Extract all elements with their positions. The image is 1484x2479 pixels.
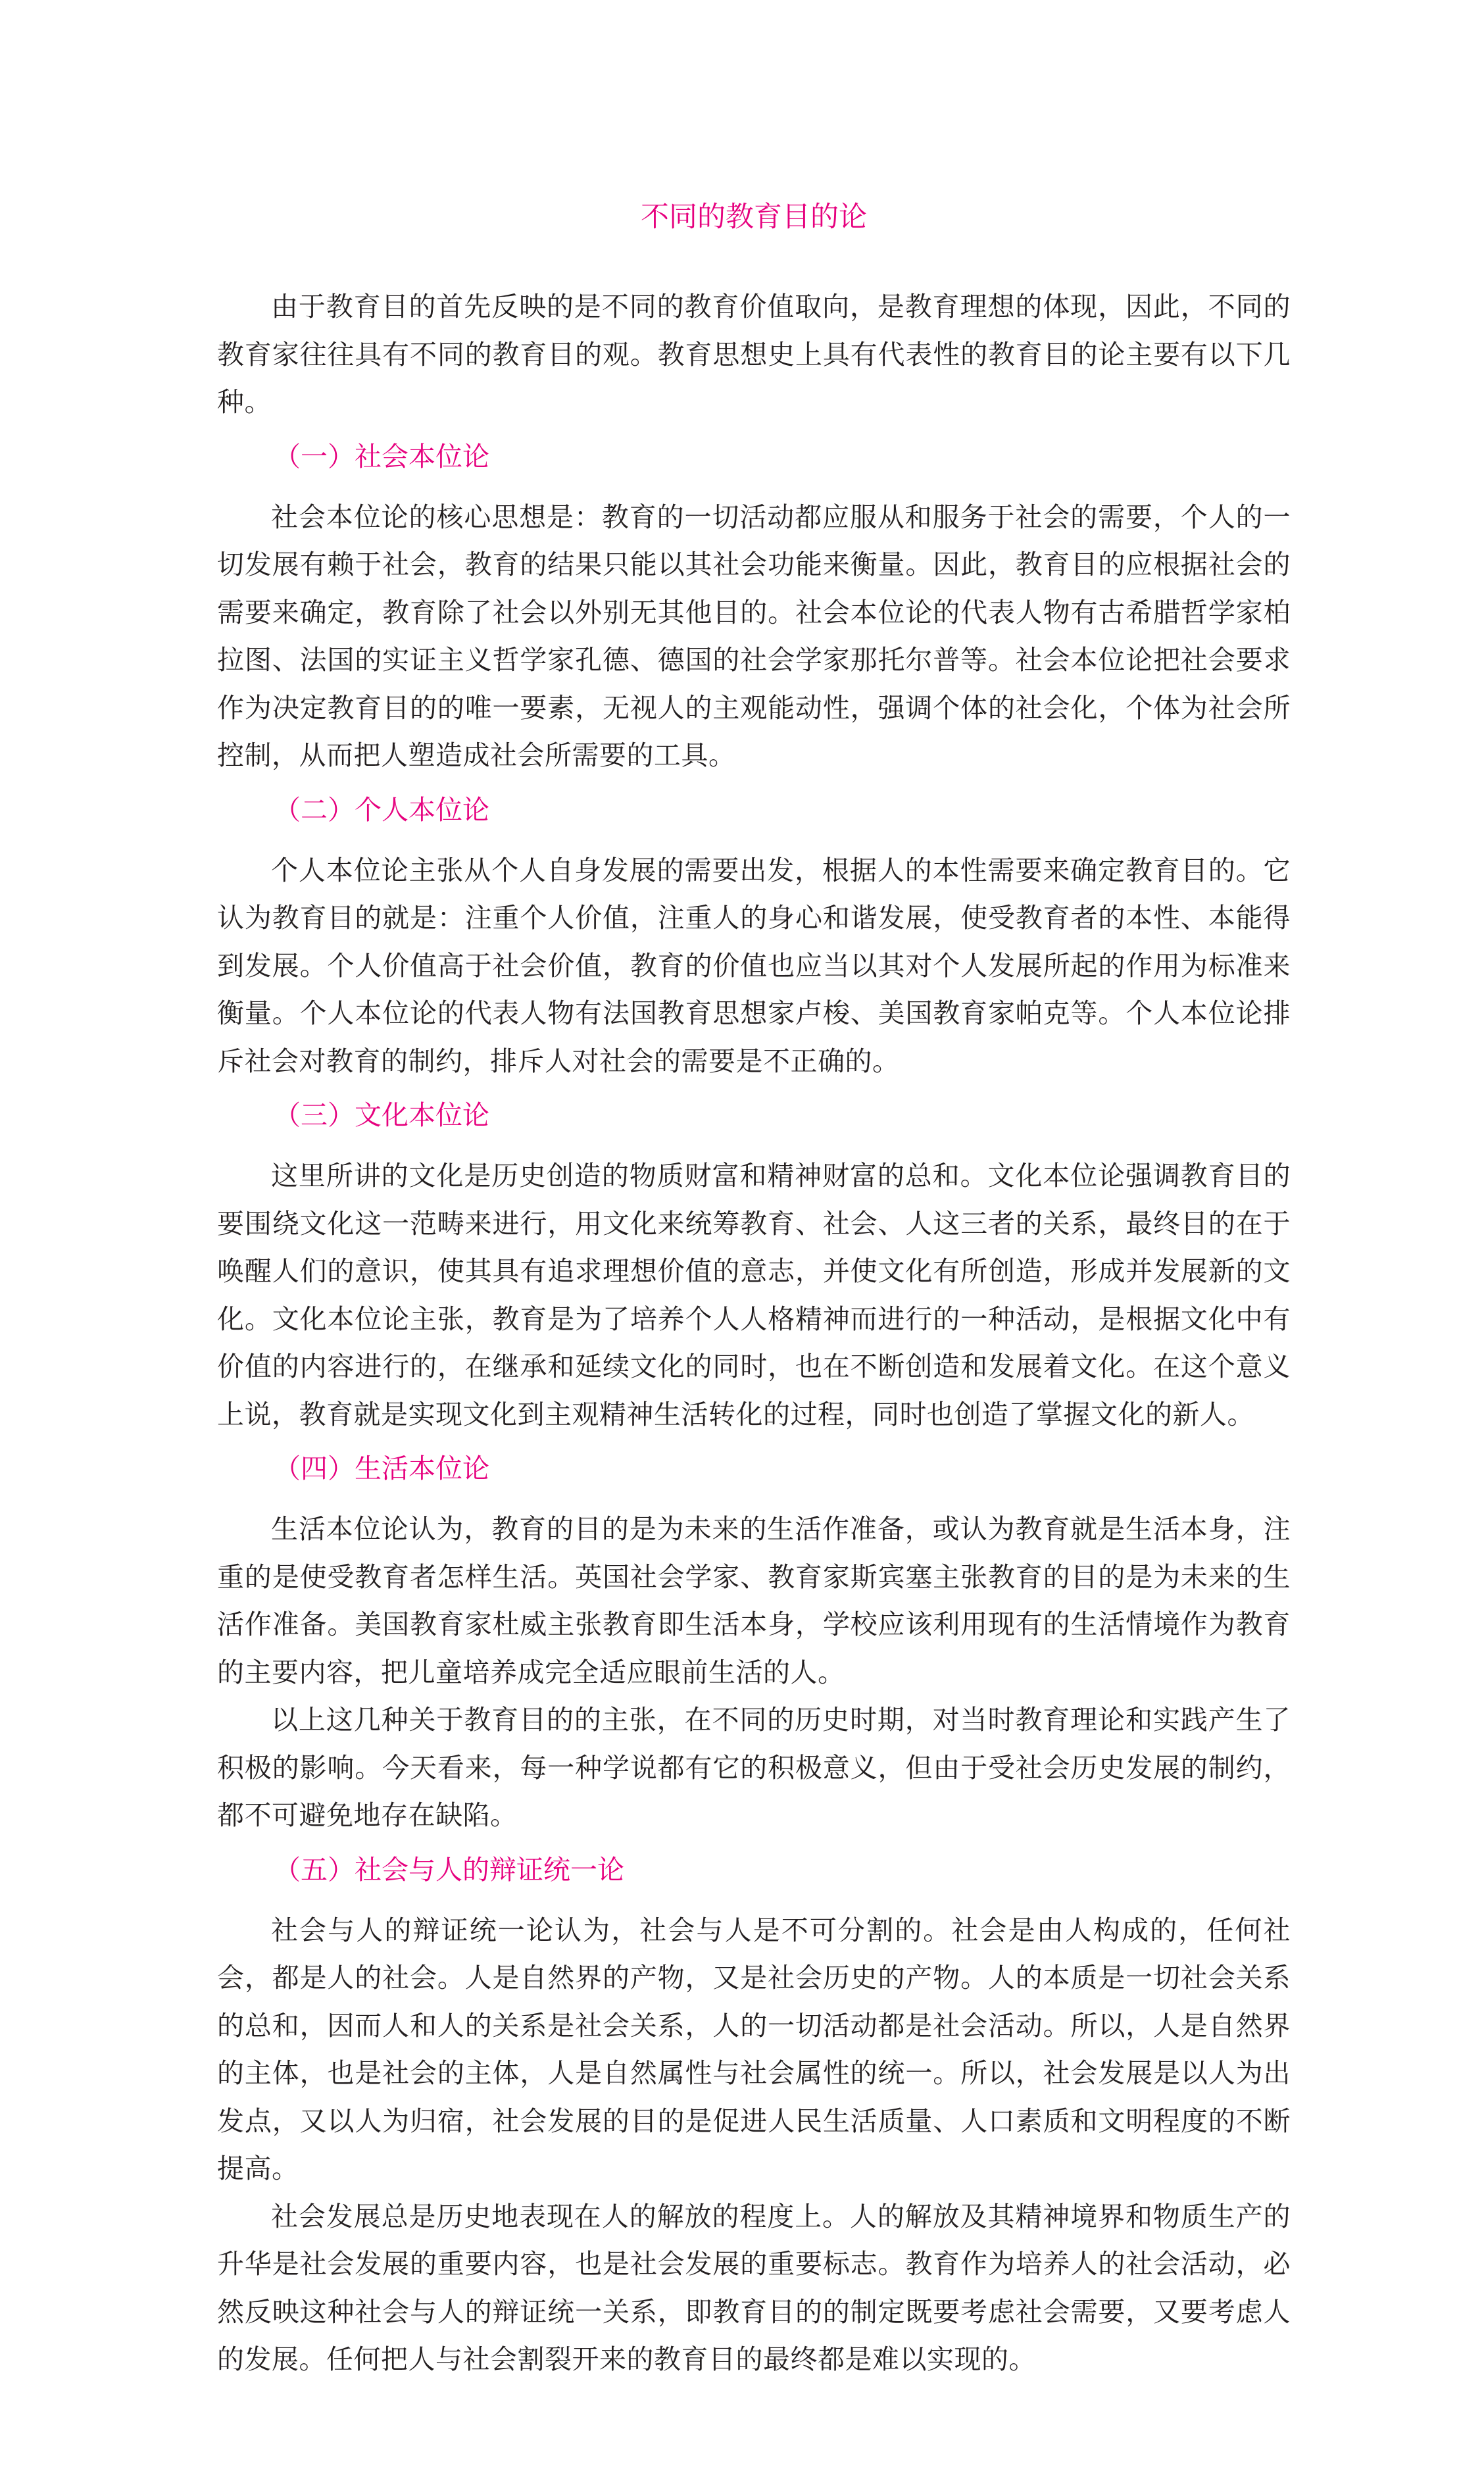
section-paragraph: 个人本位论主张从个人自身发展的需要出发，根据人的本性需要来确定教育目的。它认为教育目的就是：注重个人价值，注重人的身心和谐发展，使受教育者的本性、本能得到发展。个人价值高于社会价值，教育的价值也应当以其对个人发展所起的作用为标准来衡量。个人本位论的代表人物有法国教育思想家卢梭、美国教育家帕克等。个人本位论排斥社会对教育的制约，排斥人对社会的需要是不正确的。: [217, 854, 1291, 1077]
section-paragraph: 以上这几种关于教育目的的主张，在不同的历史时期，对当时教育理论和实践产生了积极的影响。今天看来，每一种学说都有它的积极意义，但由于受社会历史发展的制约，都不可避免地存在缺陷。: [217, 1704, 1291, 1831]
document-page: [217, 197, 1291, 2384]
section-paragraph: 这里所讲的文化是历史创造的物质财富和精神财富的总和。文化本位论强调教育目的要围绕文化这一范畴来进行，用文化来统筹教育、社会、人这三者的关系，最终目的在于唤醒人们的意识，使其具有追求理想价值的意志，并使文化有所创造，形成并发展新的文化。文化本位论主张，教育是为了培养个人人格精神而进行的一种活动，是根据文化中有价值的内容进行的，在继承和延续文化的同时，也在不断创造和发展着文化。在这个意义上说，教育就是实现文化到主观精神生活转化的过程，同时也创造了掌握文化的新人。: [217, 1160, 1291, 1430]
section-heading: （二）个人本位论: [274, 793, 489, 826]
intro-paragraph: 由于教育目的首先反映的是不同的教育价值取向，是教育理想的体现，因此，不同的教育家往往具有不同的教育目的观。教育思想史上具有代表性的教育目的论主要有以下几种。: [217, 291, 1291, 418]
document-title: 不同的教育目的论: [641, 201, 867, 234]
section-life-standard: [217, 1449, 1291, 1840]
section-paragraph: 生活本位论认为，教育的目的是为未来的生活作准备，或认为教育就是生活本身，注重的是使受教育者怎样生活。英国社会学家、教育家斯宾塞主张教育的目的是为未来的生活作准备。美国教育家杜威主张教育即生活本身，学校应该利用现有的生活情境作为教育的主要内容，把儿童培养成完全适应眼前生活的人。: [217, 1513, 1291, 1688]
section-heading: （一）社会本位论: [274, 440, 489, 472]
section-paragraph: 社会发展总是历史地表现在人的解放的程度上。人的解放及其精神境界和物质生产的升华是社会发展的重要内容，也是社会发展的重要标志。教育作为培养人的社会活动，必然反映这种社会与人的辩证统一关系，即教育目的的制定既要考虑社会需要，又要考虑人的发展。任何把人与社会割裂开来的教育目的最终都是难以实现的。: [217, 2200, 1291, 2375]
section-paragraph: 社会本位论的核心思想是：教育的一切活动都应服从和服务于社会的需要，个人的一切发展有赖于社会，教育的结果只能以其社会功能来衡量。因此，教育目的应根据社会的需要来确定，教育除了社会以外别无其他目的。社会本位论的代表人物有古希腊哲学家柏拉图、法国的实证主义哲学家孔德、德国的社会学家那托尔普等。社会本位论把社会要求作为决定教育目的的唯一要素，无视人的主观能动性，强调个体的社会化，个体为社会所控制，从而把人塑造成社会所需要的工具。: [217, 501, 1291, 771]
section-individual-standard: [217, 790, 1291, 1086]
section-heading: （四）生活本位论: [274, 1453, 489, 1484]
section-heading: （五）社会与人的辩证统一论: [274, 1853, 624, 1886]
section-culture-standard: [217, 1095, 1291, 1438]
section-heading: （三）文化本位论: [274, 1099, 489, 1131]
section-dialectical-unity: [217, 1850, 1291, 2384]
section-social-standard: [217, 437, 1291, 780]
section-paragraph: 社会与人的辩证统一论认为，社会与人是不可分割的。社会是由人构成的，任何社会，都是人的社会。人是自然界的产物，又是社会历史的产物。人的本质是一切社会关系的总和，因而人和人的关系是社会关系，人的一切活动都是社会活动。所以，人是自然界的主体，也是社会的主体，人是自然属性与社会属性的统一。所以，社会发展是以人为出发点，又以人为归宿，社会发展的目的是促进人民生活质量、人口素质和文明程度的不断提高。: [217, 1914, 1291, 2184]
